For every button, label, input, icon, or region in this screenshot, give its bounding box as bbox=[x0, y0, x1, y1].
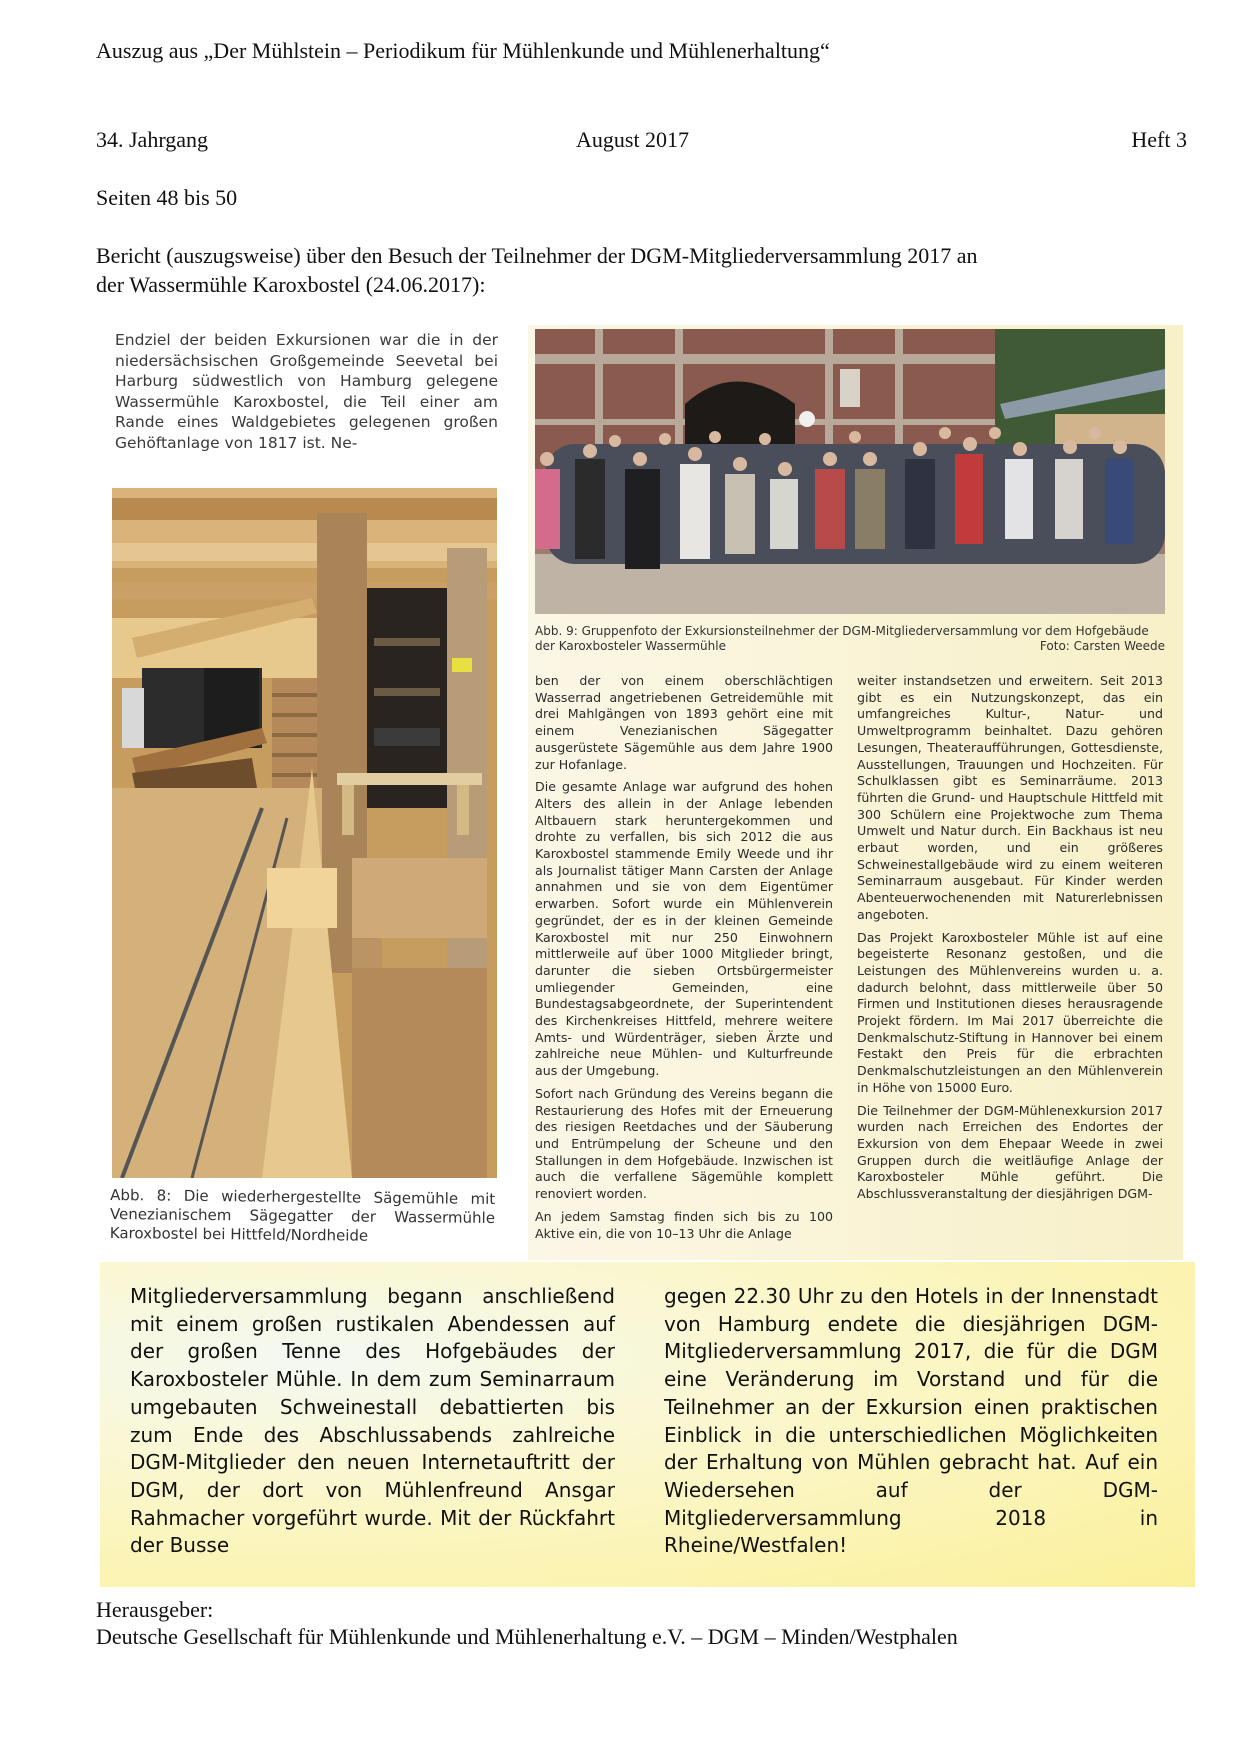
paragraph: Die Teilnehmer der DGM-Mühlenexkursion 2017 wurden nach Erreichen des Endortes der Exkursion von dem Ehepaar Weede in zwei Gruppen durch die weitläufige Anlage der Karoxbosteler Mühle geführt. Die Abschlussveranstaltung der diesjährigen DGM- bbox=[857, 1102, 1163, 1202]
figure-9-photo bbox=[535, 329, 1165, 614]
paragraph: An jedem Samstag finden sich bis zu 100 Aktive ein, die von 10–13 Uhr die Anlage bbox=[535, 1208, 833, 1241]
figure-9-credit: Foto: Carsten Weede bbox=[1039, 639, 1165, 653]
page-range: Seiten 48 bis 50 bbox=[96, 185, 238, 210]
paragraph: Sofort nach Gründung des Vereins begann die Restaurierung des Hofes mit der Erneuerung des riesigen Reetdaches und der Säuberung und Entrümpelung der Scheune und den Stallungen in dem Hofgebäude. Inzwischen ist auch die verfallene Sägemühle komplett renoviert worden. bbox=[535, 1085, 833, 1202]
figure-9-caption: Abb. 9: Gruppenfoto der Exkursionsteilnehmer der DGM-Mitgliederversammlung vor dem Hofgebäude der Karoxbosteler Wassermühle bbox=[535, 624, 1149, 653]
paragraph: Die gesamte Anlage war aufgrund des hohen Alters des allein in der Anlage lebenden Altbauern stark heruntergekommen und drohte zu verfallen, bis sich 2012 die aus Karoxbostel stammende Emily Weede und ihr als Journalist tätiger Mann Carsten der Anlage annahmen und sie von dem Eigentümer erwarben. Sofort wurde ein Mühlenverein gegründet, der es in der kleinen Gemeinde Karoxbostel mit nur 250 Einwohnern mittlerweile auf über 1000 Mitglieder bringt, darunter die sieben Ortsbürgermeister umliegender Gemeinden, eine Bundestagsabgeordnete, der Superintendent des Kirchenkreises Hittfeld, mehrere weitere Amts- und Würdenträger, sieben Ärzte und zahlreiche neue Mühlen- und Kulturfreunde aus der Umgebung. bbox=[535, 779, 833, 1079]
sawmill-illustration bbox=[112, 488, 497, 1178]
intro-line-1: Bericht (auszugsweise) über den Besuch der Teilnehmer der DGM-Mitgliederversammlung 2017 an bbox=[96, 243, 978, 268]
issue-number: Heft 3 bbox=[1131, 127, 1187, 152]
paragraph: Das Projekt Karoxbosteler Mühle ist auf eine begeisterte Resonanz gestoßen, und die Leistungen des Mühlenvereins wurden u. a. dadurch belohnt, dass mittlerweile über 50 Firmen und Institutionen dieses herausragende Projekt fördern. Im Mai 2017 überreichte die Denkmalschutz-Stiftung in Hannover bei einem Festakt den Preis für die erbrachten Denkmalschutzleistungen an den Mühlenverein in Höhe von 15000 Euro. bbox=[857, 929, 1163, 1095]
crowd bbox=[535, 444, 1165, 569]
paragraph: ben der von einem oberschlächtigen Wasserrad angetriebenen Getreidemühle mit drei Mahlgängen von 1893 gehört eine mit einem Venezianischen Sägegatter ausgerüstete Sägemühle aus dem Jahre 1900 zur Hofanlage. bbox=[535, 673, 833, 772]
figure-8-caption: Abb. 8: Die wiederhergestellte Sägemühle mit Venezianischem Sägegatter der Wassermühle Karoxbostel bei Hittfeld/Nordheide bbox=[109, 1185, 496, 1245]
publisher-name: Deutsche Gesellschaft für Mühlenkunde und Mühlenerhaltung e.V. – DGM – Minden/Westphalen bbox=[96, 1624, 958, 1649]
volume: 34. Jahrgang bbox=[96, 127, 209, 152]
group-photo-illustration bbox=[535, 329, 1165, 614]
source-line: Auszug aus „Der Mühlstein – Periodikum für Mühlenkunde und Mühlenerhaltung“ bbox=[96, 38, 830, 63]
figure-8-photo bbox=[112, 488, 497, 1178]
issue-date: August 2017 bbox=[576, 127, 690, 152]
publisher-label: Herausgeber: bbox=[96, 1597, 214, 1622]
bottom-column-right: gegen 22.30 Uhr zu den Hotels in der Innenstadt von Hamburg endete die diesjährigen DGM-Mitgliederversammlung 2017, die für die DGM eine Veränderung im Vorstand und für die Teilnehmer an der Exkursion einen praktischen Einblick in die unterschiedlichen Möglichkeiten der Erhaltung von Mühlen gebracht hat. Auf ein Wiedersehen auf der DGM-Mitgliederversammlung 2018 in Rheine/Westfalen! bbox=[664, 1284, 1158, 1558]
lead-paragraph: Endziel der beiden Exkursionen war die in der niedersächsischen Großgemeinde Seevetal bei Harburg südwestlich von Hamburg gelegene Wassermühle Karoxbostel, die Teil einer am Rande eines Waldgebietes gelegenen großen Gehöftanlage von 1817 ist. Ne- bbox=[115, 331, 498, 452]
bottom-column-left: Mitgliederversammlung begann anschließend mit einem großen rustikalen Abendessen auf der großen Tenne des Hofgebäudes der Karoxbosteler Mühle. In dem zum Seminarraum umgebauten Schweinestall debattierten bis zum Ende des Abschlussabends zahlreiche DGM-Mitglieder den neuen Internetauftritt der DGM, der dort von Mühlenfreund Ansgar Rahmacher vorgeführt wurde. Mit der Rückfahrt der Busse bbox=[130, 1284, 615, 1558]
intro-line-2: der Wassermühle Karoxbostel (24.06.2017): bbox=[96, 272, 486, 297]
article-column-middle bbox=[535, 673, 833, 1248]
paragraph: weiter instandsetzen und erweitern. Seit 2013 gibt es ein Nutzungskonzept, das ein umfangreiches Kultur-, Natur- und Umweltprogramm beinhaltet. Dazu gehören Lesungen, Theateraufführungen, Gottesdienste, Ausstellungen, Trauungen und Hochzeiten. Für Schulklassen gibt es Seminarräume. 2013 führten die Grund- und Hauptschule Hittfeld mit 300 Schülern eine Projektwoche zum Thema Umwelt und Natur durch. Ein Backhaus ist neu erbaut worden, und ein größeres Schweinestallgebäude wird zu einem weiteren Seminarraum ausgebaut. Für Kinder werden Abenteuerwochenenden mit Naturerlebnissen angeboten. bbox=[857, 673, 1163, 922]
article-column-right bbox=[857, 673, 1163, 1209]
